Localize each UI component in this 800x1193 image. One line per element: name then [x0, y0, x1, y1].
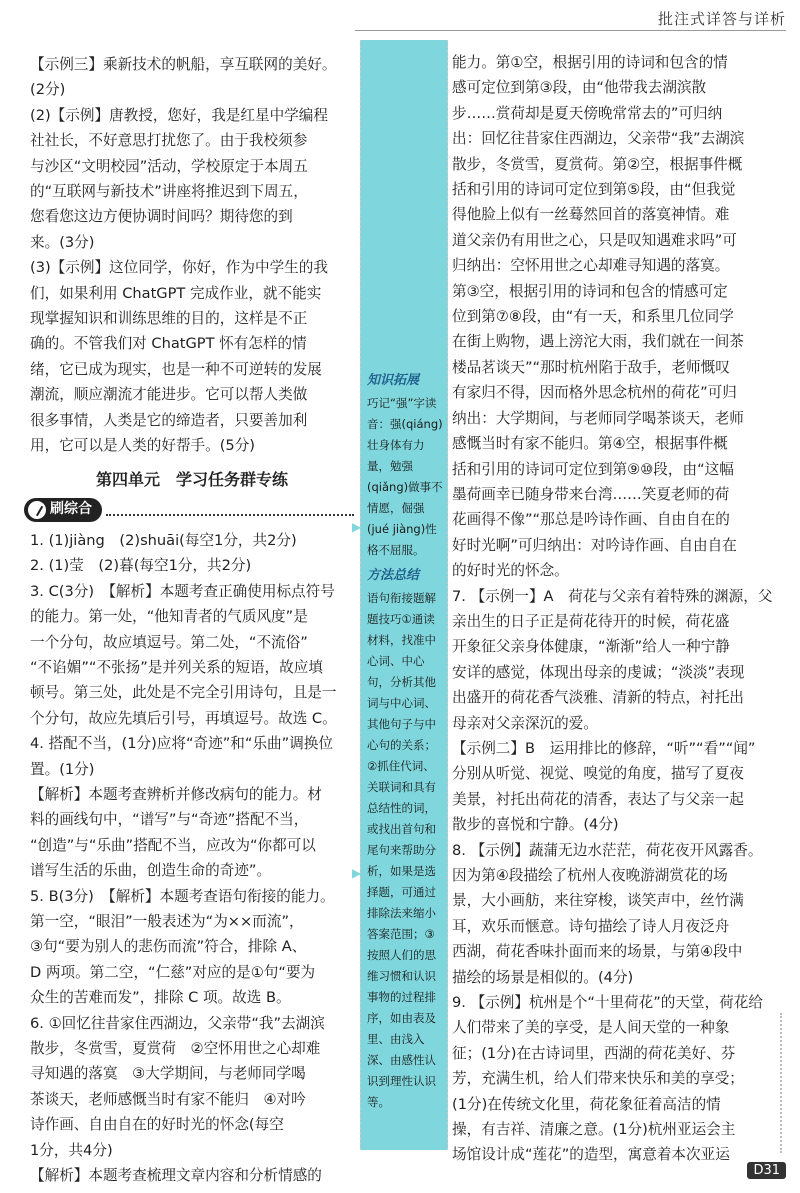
text-line: (1分)在传统文化里，荷花象征着高洁的情 [452, 1095, 721, 1113]
text-line: 第③空，根据引用的诗词和包含的情感可定 [452, 282, 728, 300]
text-line: 谱写生活的乐曲，创造生命的奇迹”。 [30, 862, 272, 880]
text-line: 顿号。第三处，此处是不完全引用诗句，且是一 [30, 684, 337, 702]
badge-row [24, 498, 354, 522]
text-line: 9. 【示例】杭州是个“十里荷花”的天堂，荷花给 [452, 994, 763, 1012]
text-line: 归纳出：空怀用世之心却难寻知遇的落寞。 [452, 257, 730, 275]
text-line: 墨荷画幸已随身带来台湾……笑夏老师的荷 [452, 485, 730, 503]
right-column [452, 50, 780, 1168]
text-line: 步……赏荷却是夏天傍晚常常去的”可归纳 [452, 104, 723, 122]
text-line: 来。(3分) [30, 233, 95, 251]
text-line: 与沙区“文明校园”活动，学校原定于本周五 [30, 157, 308, 175]
text-line: 料的画线句中，“谱写”与“奇迹”搭配不当， [30, 811, 309, 829]
text-line: 人们带来了美的享受，是人间天堂的一种象 [452, 1019, 730, 1037]
text-line: 【示例二】B 运用排比的修辞，“听”“看”“闻” [452, 739, 756, 757]
text-line: 现掌握知识和训练思维的目的，这样是不正 [30, 310, 308, 328]
margin-notes-column [360, 40, 448, 1150]
text-line: 1. (1)jiàng (2)shuāi(每空1分，共2分) [30, 531, 297, 549]
text-line: 得他脸上似有一丝蓦然回首的落寞神情。难 [452, 206, 730, 224]
method-title: 方法总结 [367, 568, 420, 583]
text-line: 操，有吉祥、清廉之意。(1分)杭州亚运会主 [452, 1121, 736, 1139]
text-line: 茶谈天，老师感慨当时有家不能归 ④对吟 [30, 1090, 306, 1108]
text-line: 个分句，故应先填后引号，再填逗号。故选 C。 [30, 709, 337, 727]
text-line: (2)【示例】唐教授，您好，我是红星中学编程 [30, 106, 328, 124]
corner-dots [780, 1013, 800, 1153]
text-line: 的“互联网与新技术”讲座将推迟到下周五， [30, 183, 308, 201]
knowledge-note [367, 370, 445, 561]
text-line: 您看您这边方便协调时间吗？期待您的到 [30, 208, 293, 226]
text-line: 一个分句，故应填逗号。第二处，“不流俗” [30, 633, 308, 651]
text-line: 出盛开的荷花香气淡雅、清新的特点，衬托出 [452, 689, 744, 707]
text-line: “不谄媚”“不张扬”是并列关系的短语，故应填 [30, 658, 323, 676]
arrow-icon: ▶ [352, 520, 362, 534]
brush-comprehensive-badge [24, 498, 102, 522]
text-line: (3)【示例】这位同学，你好，作为中学生的我 [30, 259, 328, 277]
text-line: 美景，衬托出荷花的清香，表达了与父亲一起 [452, 790, 744, 808]
text-line: 征；(1分)在古诗词里，西湖的荷花美好、芬 [452, 1044, 736, 1062]
text-line: 散步，冬赏雪，夏赏荷。第②空，根据事件概 [452, 155, 743, 173]
text-line: 的好时光的怀念。 [452, 562, 569, 580]
text-line: 确的。不管我们对 ChatGPT 怀有怎样的情 [30, 335, 307, 353]
text-line: 感慨当时有家不能归。第④空，根据事件概 [452, 435, 728, 453]
text-line: 散步，冬赏雪，夏赏荷 ②空怀用世之心却难 [30, 1040, 321, 1058]
knowledge-text: 巧记“强”字读音：强(qiáng)壮身体有力量，勉强(qiǎng)做事不情愿，倔强(jué jiàng)性格不屈服。 [367, 396, 443, 557]
text-line: 散步的喜悦和宁静。(4分) [452, 816, 619, 834]
text-line: 置。(1分) [30, 760, 95, 778]
text-line: 西湖，荷花香味扑面而来的场景，与第④段中 [452, 943, 743, 961]
text-line: 安详的感觉，体现出母亲的虔诚；“淡淡”表现 [452, 663, 745, 681]
text-line: 括和引用的诗词可定位到第⑤段，由“但我觉 [452, 181, 736, 199]
text-line: (2分) [30, 81, 66, 99]
text-line: 括和引用的诗词可定位到第⑨⑩段，由“这幅 [452, 460, 734, 478]
left-column [30, 52, 354, 1188]
text-line: 众生的苦难而发”，排除 C 项。故选 B。 [30, 989, 291, 1007]
text-line: 景，大小画舫，来往穿梭，谈笑声中，丝竹满 [452, 892, 744, 910]
text-line: D 两项。第二空，“仁慈”对应的是①句“要为 [30, 963, 316, 981]
text-line: 1分，共4分) [30, 1141, 113, 1159]
page-header-title: 批注式详答与详析 [657, 10, 786, 28]
text-line: “创造”与“乐曲”搭配不当，应改为“你都可以 [30, 836, 316, 854]
text-line: 母亲对父亲深沉的爱。 [452, 714, 598, 732]
text-line: 2. (1)莹 (2)暮(每空1分，共2分) [30, 557, 252, 575]
text-line: 感可定位到第③段，由“他带我去湖滨散 [452, 79, 707, 97]
text-line: 好时光啊”可归纳出：对吟诗作画、自由自在 [452, 536, 737, 554]
text-line: 社社长，不好意思打扰您了。由于我校须参 [30, 132, 308, 150]
text-line: 在街上购物，遇上滂沱大雨，我们就在一间茶 [452, 333, 744, 351]
text-line: 8. 【示例】蔬蒲无边水茫茫，荷花夜开风露香。 [452, 841, 763, 859]
text-line: 潮流，顺应潮流才能进步。它可以帮人类做 [30, 386, 308, 404]
text-line: 位到第⑦⑧段，由“有一天，和系里几位同学 [452, 308, 734, 326]
text-line: 能力。第①空，根据引用的诗词和包含的情 [452, 54, 728, 71]
text-line: 【示例三】乘新技术的帆船，享互联网的美好。 [30, 56, 337, 73]
text-line: 【解析】本题考查辨析并修改病句的能力。材 [30, 785, 322, 803]
text-line: 因为第④段描绘了杭州人夜晚游湖赏花的场 [452, 867, 728, 884]
text-line: 耳，欢乐而惬意。诗句描绘了诗人月夜泛舟 [452, 917, 730, 935]
section-title: 第四单元 学习任务群专练 [95, 469, 288, 489]
text-line: 开象征父亲身体健康，“渐渐”给人一种宁静 [452, 638, 730, 656]
text-line: 第一空，“眼泪”一般表述为“为××而流”， [30, 913, 304, 930]
text-line: 的能力。第一处，“他知青者的气质风度”是 [30, 608, 308, 626]
text-line: 4. 搭配不当，(1分)应将“奇迹”和“乐曲”调换位 [30, 735, 333, 753]
text-line: 花画得不像”“那总是吟诗作画、自由自在的 [452, 511, 730, 529]
text-line: 绪，它已成为现实，也是一种不可逆转的发展 [30, 360, 322, 378]
method-note [367, 565, 445, 1113]
text-line: 有家归不得，因而格外思念杭州的荷花”可归 [452, 384, 737, 402]
text-line: ③句“要为别人的悲伤而流”符合，排除 A、 [30, 938, 307, 956]
text-line: 分别从听觉、视觉、嗅觉的角度，描写了夏夜 [452, 765, 744, 783]
text-line: 7. 【示例一】A 荷花与父亲有着特殊的渊源，父 [452, 587, 773, 605]
header-rule [355, 30, 786, 31]
text-line: 用，它可以是人类的好帮手。(5分) [30, 437, 255, 455]
text-line: 3. C(3分) 【解析】本题考查正确使用标点符号 [30, 582, 335, 600]
text-line: 芳，充满生机，给人们带来快乐和美的享受； [452, 1070, 744, 1088]
badge-label: 刷综合 [50, 501, 92, 518]
dotted-divider [106, 504, 354, 516]
text-line: 楼品茗谈天”“那时杭州陷于敌手，老师慨叹 [452, 358, 730, 376]
text-line: 出：回忆往昔家住西湖边，父亲带“我”去湖滨 [452, 130, 745, 148]
method-text: 语句衔接题解题技巧①通读材料，找准中心词、中心句，分析其他词与中心词、其他句子与中心句的关系；②抓住代词、关联词和具有总结性的词，或找出首句和尾句来帮助分析，如果是选择题，可通过排除法来缩小答案范围；③按照人们的思维习惯和认识事物的过程排序，如由表及里、由浅入深、由感性认识到理性认识等。 [367, 591, 436, 1109]
text-line: 场馆设计成“莲花”的造型，寓意着本次亚运 [452, 1146, 730, 1164]
text-line: 寻知遇的落寞 ③大学期间，与老师同学喝 [30, 1065, 306, 1083]
text-line: 亲出生的日子正是荷花待开的时候，荷花盛 [452, 612, 730, 630]
page-number: D31 [747, 1162, 786, 1179]
text-line: 纳出：大学期间，与老师同学喝茶谈天，老师 [452, 409, 744, 427]
brush-icon [28, 501, 46, 519]
text-line: 道父亲仍有用世之心，只是叹知遇难求吗”可 [452, 231, 737, 249]
text-line: 很多事情，人类是它的缔造者，只要善加利 [30, 411, 308, 429]
text-line: 5. B(3分) 【解析】本题考查语句衔接的能力。 [30, 887, 335, 905]
text-line: 们，如果利用 ChatGPT 完成作业，就不能实 [30, 284, 322, 302]
knowledge-title: 知识拓展 [367, 373, 420, 388]
text-line: 【解析】本题考查梳理文章内容和分析情感的 [30, 1167, 322, 1185]
text-line: 6. ①回忆往昔家住西湖边，父亲带“我”去湖滨 [30, 1014, 325, 1032]
text-line: 诗作画、自由自在的好时光的怀念(每空 [30, 1116, 284, 1134]
text-line: 描绘的场景是相似的。(4分) [452, 968, 634, 986]
arrow-icon: ▶ [352, 866, 362, 880]
